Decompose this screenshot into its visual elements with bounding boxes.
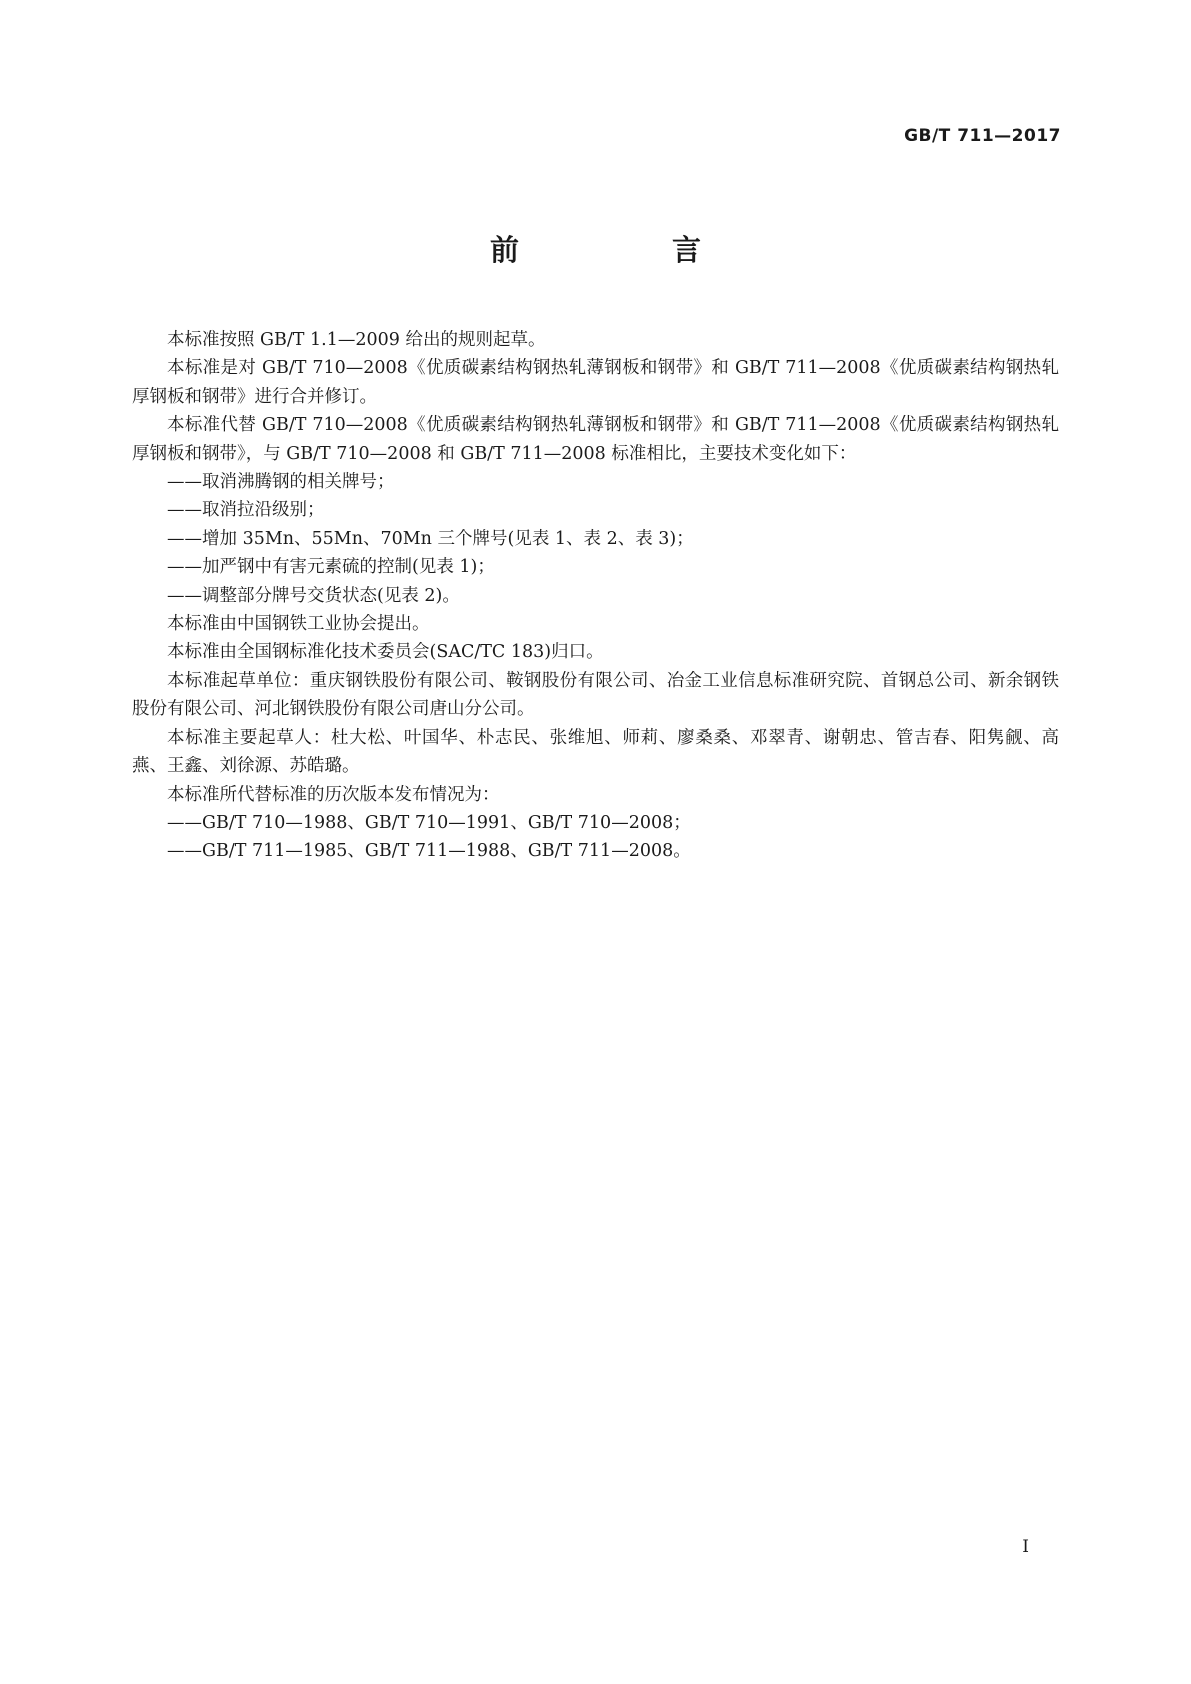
paragraph: 本标准由全国钢标准化技术委员会(SAC/TC 183)归口。 (167, 642, 604, 663)
list-item: ——GB/T 710—1988、GB/T 710—1991、GB/T 710—2008； (167, 812, 691, 833)
list-item: ——取消拉沿级别； (167, 500, 325, 521)
list-item: ——加严钢中有害元素硫的控制(见表 1)； (167, 557, 495, 578)
paragraph: 本标准起草单位：重庆钢铁股份有限公司、鞍钢股份有限公司、冶金工业信息标准研究院、首钢总公司、新余钢铁股份有限公司、河北钢铁股份有限公司唐山分公司。 (132, 670, 1059, 720)
standard-number: GB/T 711—2017 (904, 126, 1061, 146)
page-title: 前 言 (489, 233, 763, 267)
paragraph: 本标准由中国钢铁工业协会提出。 (167, 614, 430, 635)
document-body (132, 326, 1059, 866)
paragraph: 本标准是对 GB/T 710—2008《优质碳素结构钢热轧薄钢板和钢带》和 GB/T 711—2008《优质碳素结构钢热轧厚钢板和钢带》进行合并修订。 (132, 358, 1059, 407)
list-item: ——GB/T 711—1985、GB/T 711—1988、GB/T 711—2008。 (167, 841, 691, 862)
list-item: ——取消沸腾钢的相关牌号； (167, 472, 395, 493)
paragraph: 本标准按照 GB/T 1.1—2009 给出的规则起草。 (167, 330, 546, 350)
page-number: I (1022, 1537, 1029, 1557)
paragraph: 本标准代替 GB/T 710—2008《优质碳素结构钢热轧薄钢板和钢带》和 GB/T 711—2008《优质碳素结构钢热轧厚钢板和钢带》，与 GB/T 710—2008 和 GB/T 711—2008 标准相比，主要技术变化如下： (132, 415, 1059, 464)
list-item: ——增加 35Mn、55Mn、70Mn 三个牌号(见表 1、表 2、表 3)； (167, 528, 694, 549)
paragraph: 本标准所代替标准的历次版本发布情况为： (167, 784, 500, 805)
paragraph: 本标准主要起草人：杜大松、叶国华、朴志民、张维旭、师莉、廖桑桑、邓翠青、谢朝忠、管吉春、阳隽觎、高燕、王鑫、刘徐源、苏皓璐。 (132, 727, 1059, 777)
list-item: ——调整部分牌号交货状态(见表 2)。 (167, 585, 460, 606)
